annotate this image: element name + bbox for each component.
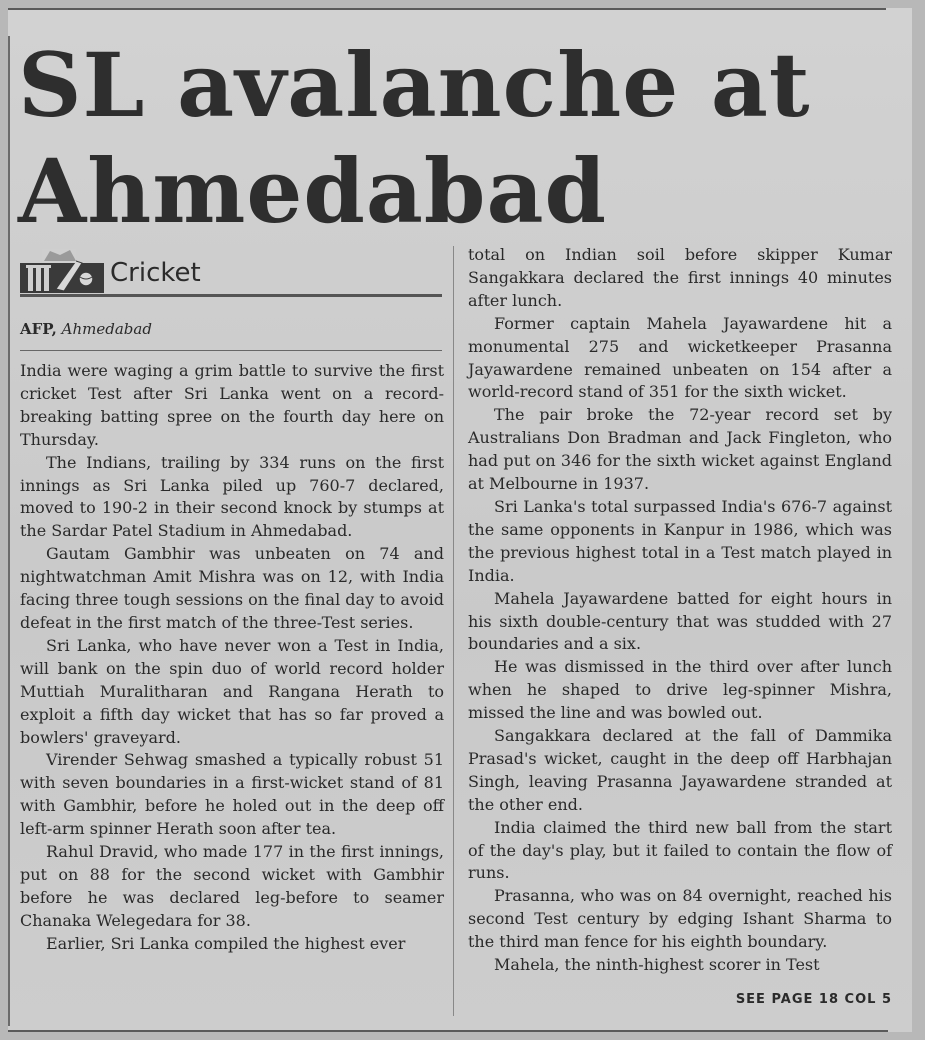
paragraph: Sri Lanka's total surpassed India's 676-7 against the same opponents in Kanpur in 1986, which was the previous highest total in a Test match played in India. <box>468 496 892 585</box>
paragraph: India were waging a grim battle to survive the first cricket Test after Sri Lanka went on a record-breaking batting spree on the fourth day here on Thursday. <box>20 361 444 449</box>
article-column-1 <box>20 360 444 956</box>
paragraph: The Indians, trailing by 334 runs on the first innings as Sri Lanka piled up 760-7 declared, moved to 190-2 in their second knock by stumps at the Sardar Patel Stadium in Ahmedabad. <box>20 452 444 541</box>
bottom-rule <box>8 1030 888 1032</box>
byline-place: Ahmedabad <box>61 320 152 338</box>
paragraph: Sri Lanka, who have never won a Test in India, will bank on the spin duo of world record holder Muttiah Muralitharan and Rangana Herath to exploit a fifth day wicket that has so far proved a bowlers' graveyard. <box>20 635 444 747</box>
paragraph: The pair broke the 72-year record set by Australians Don Bradman and Jack Fingleton, who had put on 346 for the sixth wicket against England at Melbourne in 1937. <box>468 405 892 494</box>
section-underline <box>20 294 442 297</box>
left-rule <box>8 36 10 1026</box>
byline-rule <box>20 350 442 351</box>
paragraph: total on Indian soil before skipper Kumar Sangakkara declared the first innings 40 minutes after lunch. <box>468 245 892 310</box>
article-column-2 <box>468 244 892 977</box>
section-label <box>20 248 440 294</box>
headline: SL avalanche at Ahmedabad <box>18 33 811 243</box>
paragraph: Sangakkara declared at the fall of Dammika Prasad's wicket, caught in the deep off Harbhajan Singh, leaving Prasanna Jayawardene stranded at the other end. <box>468 726 892 814</box>
byline-agency: AFP, <box>20 320 57 338</box>
column-divider <box>453 246 454 1016</box>
top-rule <box>8 8 886 10</box>
byline <box>20 320 442 338</box>
paragraph: Earlier, Sri Lanka compiled the highest ever <box>46 933 406 953</box>
paragraph: Rahul Dravid, who made 177 in the first innings, put on 88 for the second wicket with Gambhir before he was declared leg-before to seamer Chanaka Welegedara for 38. <box>20 842 444 930</box>
paragraph: He was dismissed in the third over after lunch when he shaped to drive leg-spinner Mishra, missed the line and was bowled out. <box>468 657 892 723</box>
paragraph: Former captain Mahela Jayawardene hit a monumental 275 and wicketkeeper Prasanna Jayawardene remained unbeaten on 154 after a world-record stand of 351 for the sixth wicket. <box>468 313 892 402</box>
paragraph: Mahela Jayawardene batted for eight hours in his sixth double-century that was studded with 27 boundaries and a six. <box>468 588 892 654</box>
paragraph: Prasanna, who was on 84 overnight, reached his second Test century by edging Ishant Sharma to the third man fence for his eighth boundary. <box>468 886 892 952</box>
section-title: Cricket <box>110 258 201 288</box>
continuation-note: SEE PAGE 18 COL 5 <box>735 992 892 1007</box>
paragraph: India claimed the third new ball from the start of the day's play, but it failed to contain the flow of runs. <box>468 817 892 883</box>
paragraph: Virender Sehwag smashed a typically robust 51 with seven boundaries in a first-wicket stand of 81 with Gambhir, before he holed out in the deep off left-arm spinner Herath soon after tea. <box>20 750 444 839</box>
newspaper-clipping <box>8 8 912 1032</box>
paragraph: Gautam Gambhir was unbeaten on 74 and nightwatchman Amit Mishra was on 12, with India facing three tough sessions on the final day to avoid defeat in the first match of the three-Test series. <box>20 544 444 632</box>
cricket-icon <box>20 249 104 293</box>
paragraph: Mahela, the ninth-highest scorer in Test <box>494 955 820 975</box>
